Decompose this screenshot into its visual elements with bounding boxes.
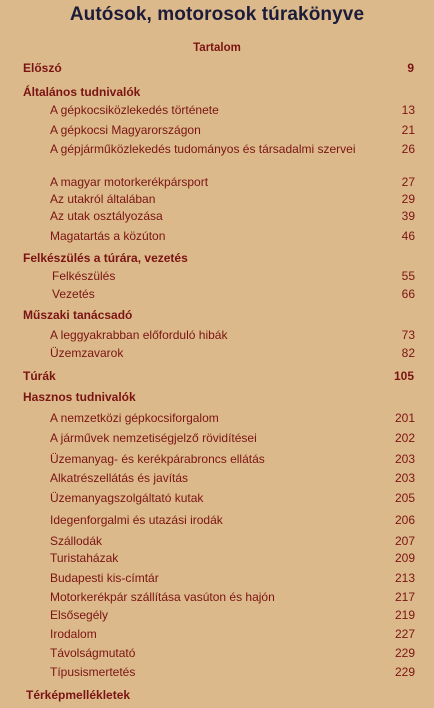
toc-entry-page: 21	[401, 123, 415, 137]
toc-entry-page: 213	[394, 571, 415, 585]
toc-entry-page: 207	[394, 534, 415, 548]
toc-entry-title: Budapesti kis-címtár	[50, 571, 159, 585]
toc-entry-title: Térképmellékletek	[26, 688, 131, 702]
toc-entry-page: 227	[394, 627, 415, 641]
toc-entry-page: 55	[401, 269, 415, 283]
toc-entry-title: Üzemzavarok	[50, 346, 124, 360]
toc-entry-title: Távolságmutató	[50, 646, 136, 660]
toc-entry-title: Felkészülés	[52, 269, 116, 283]
toc-heading: Tartalom	[193, 42, 241, 54]
toc-entry-page: 201	[394, 411, 415, 425]
toc-entry-page: 27	[401, 175, 415, 189]
toc-entry-title: A magyar motorkerékpársport	[50, 175, 209, 189]
toc-entry-page: 9	[407, 61, 414, 75]
toc-entry-title: A gépkocsiközlekedés története	[50, 103, 219, 117]
toc-entry-page: 46	[401, 229, 415, 243]
toc-entry-title: Alkatrészellátás és javítás	[50, 471, 189, 485]
toc-entry-title: Előszó	[23, 61, 62, 75]
toc-entry-page: 203	[394, 452, 415, 466]
toc-entry-page: 73	[401, 328, 415, 342]
toc-entry-page: 219	[394, 608, 415, 622]
toc-entry-page: 205	[394, 491, 415, 505]
toc-entry-title: Felkészülés a túrára, vezetés	[23, 251, 188, 265]
toc-entry-title: Műszaki tanácsadó	[23, 308, 133, 322]
toc-entry-title: A gépjárműközlekedés tudományos és társadalmi szervei	[50, 142, 356, 156]
toc-entry-title: A gépkocsi Magyarországon	[50, 123, 201, 137]
toc-entry-title: Hasznos tudnivalók	[23, 390, 136, 404]
toc-entry-title: Magatartás a közúton	[50, 229, 166, 243]
toc-entry-title: Az utakról általában	[50, 192, 156, 206]
toc-entry-page: 217	[394, 590, 415, 604]
toc-entry-title: A nemzetközi gépkocsiforgalom	[50, 411, 219, 425]
toc-entry-title: Túrák	[23, 369, 56, 383]
toc-entry-page: 66	[401, 287, 415, 301]
toc-entry-title: Üzemanyagszolgáltató kutak	[50, 491, 204, 505]
toc-entry-title: Irodalom	[50, 627, 97, 641]
toc-entry-page: 82	[401, 346, 415, 360]
toc-entry-title: Vezetés	[52, 287, 95, 301]
toc-entry-title: A járművek nemzetiségjelző rövidítései	[50, 431, 257, 445]
toc-entry-page: 29	[401, 192, 415, 206]
page-title: Autósok, motorosok túrakönyve	[69, 4, 365, 25]
toc-entry-page: 26	[401, 142, 415, 156]
toc-entry-title: Szállodák	[50, 534, 103, 548]
toc-entry-title: Az utak osztályozása	[50, 209, 163, 223]
toc-entry-page: 209	[394, 551, 415, 565]
toc-entry-title: Általános tudnivalók	[23, 85, 141, 99]
toc-entry-title: Típusismertetés	[50, 665, 136, 679]
toc-entry-page: 229	[394, 665, 415, 679]
toc-entry-page: 39	[401, 209, 415, 223]
toc-entry-title: Üzemanyag- és kerékpárabroncs ellátás	[50, 452, 265, 466]
toc-entry-page: 13	[401, 103, 415, 117]
toc-entry-page: 203	[394, 471, 415, 485]
toc-entry-title: A leggyakrabban előforduló hibák	[50, 328, 228, 342]
toc-entry-page: 105	[393, 369, 414, 383]
toc-entry-title: Motorkerékpár szállítása vasúton és hajón	[50, 590, 275, 604]
toc-entry-title: Idegenforgalmi és utazási irodák	[50, 513, 223, 527]
toc-entry-page: 229	[394, 646, 415, 660]
toc-entry-title: Elsősegély	[50, 608, 109, 622]
toc-entry-page: 206	[394, 513, 415, 527]
toc-entry-page: 202	[394, 431, 415, 445]
toc-entry-title: Turistaházak	[50, 551, 119, 565]
